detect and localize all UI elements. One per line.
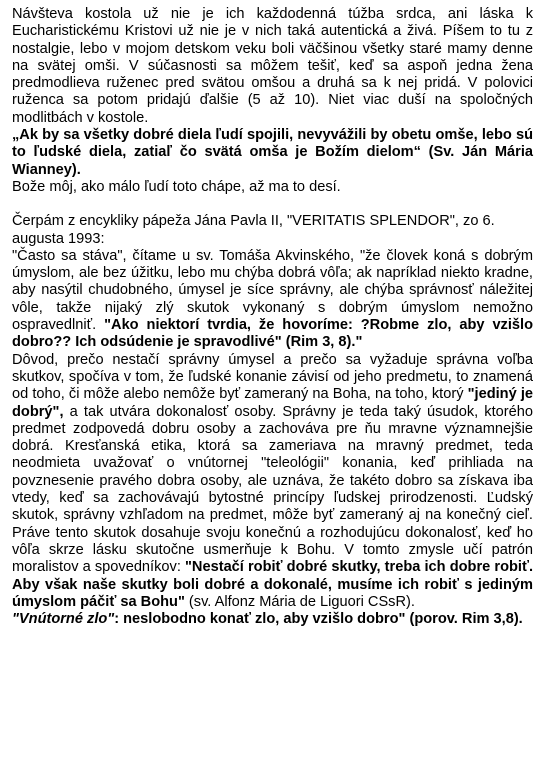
- aquinas-text: "Často sa stáva", čítame u sv. Tomáša Akvinského, "že človek koná s dobrým úmyslom, ale bez úžitku, lebo mu chýba dobrá vôľa; ak napríklad niekto kradne, aby nasýtil chudobného, úmysel je síce správny, ale chýba správnosť náležitej vôle, takže nijaký zlý skutok vykonaný s dobrým úmyslom nemožno ospravedlniť.: [12, 247, 533, 334]
- paragraph-reason: [12, 352, 533, 611]
- reason-text-c: (sv. Alfonz Mária de Liguori CSsR).: [184, 593, 415, 610]
- quote-wianney-text: „Ak by sa všetky dobré diela ľudí spojili, nevyvážili by obetu omše, lebo sú to ľudské diela, zatiaľ čo svätá omša je Božím dielom“ (Sv. Ján Mária Wianney).: [12, 127, 533, 178]
- paragraph-lament: Bože môj, ako málo ľudí toto chápe, až ma to desí.: [12, 178, 341, 195]
- reason-bold-liguori-quote: "Nestačí robiť dobré skutky, treba ich dobre robiť. Aby však naše skutky boli dobré a dokonalé, musíme ich robiť s jediným úmyslom páčiť sa Bohu": [12, 559, 533, 610]
- paragraph-gap: [12, 196, 533, 213]
- reason-text-a: Dôvod, prečo nestačí správny úmysel a prečo sa vyžaduje správna voľba skutkov, spočíva v tom, že ľudské konanie závisí od jeho predmetu, to znamená od toho, či môže alebo nemôže byť zameraný na Boha, na toho, ktorý: [12, 351, 533, 403]
- intrinsic-evil-title: "Vnútorné zlo": [12, 611, 115, 628]
- aquinas-bold-quote: "Ako niektorí tvrdia, že hovoríme: ?Robme zlo, aby vzišlo dobro?? Ich odsúdenie je spravodlivé" (Rim 3, 8).": [12, 317, 533, 351]
- paragraph-intrinsic-evil: [12, 611, 533, 628]
- intrinsic-evil-text: : neslobodno konať zlo, aby vzišlo dobro" (porov. Rim 3,8).: [114, 611, 523, 628]
- paragraph-intro: Návšteva kostola už nie je ich každodenná túžba srdca, ani láska k Eucharistickému Kristovi už nie je v nich taká autentická a živá. Píšem to tu z nostalgie, lebo v mojom detskom veku boli väčšinou všetky staré mamy denne na svätej omši. V súčasnosti sa môžem tešiť, keď sa aspoň jedna žena predmodlieva ruženec pred svätou omšou a druhá sa k nej pridá. V polovici ruženca sa potom pridajú ďalšie (5 až 10). Niet viac duší na spoločných modlitbách v kostole.: [12, 6, 533, 126]
- reason-text-b: a tak utvára dokonalosť osoby. Správny je teda taký úsudok, ktorého predmet zodpovedá dobru osoby a zachováva pre ňu mravne významnejšie dobrá. Kresťanská etika, ktorá sa zameriava na mravný predmet, teda neodmieta uvažovať o vnútornej "teleológii" konania, keď prihliada na povznesenie pravého dobra osoby, ale uznáva, že takéto dobro sa získava iba vtedy, keď sa zachovávajú bytostné princípy ľudskej prirodzenosti. Ľudský skutok, správny vzhľadom na predmet, môže byť zameraný aj na konečný cieľ. Práve tento skutok dosahuje svoju konečnú a rozhodujúcu dokonalosť, keď ho vôľa skrze lásku skutočne usmerňuje k Bohu. V tomto zmysle učí patrón moralistov a spovedníkov:: [12, 403, 533, 576]
- paragraph-aquinas: [12, 248, 533, 352]
- paragraph-encyclical-intro: Čerpám z encykliky pápeža Jána Pavla II, "VERITATIS SPLENDOR", zo 6. augusta 1993:: [12, 213, 495, 247]
- quote-wianney: [12, 127, 533, 179]
- reason-bold-good: "jediný je dobrý",: [12, 386, 533, 420]
